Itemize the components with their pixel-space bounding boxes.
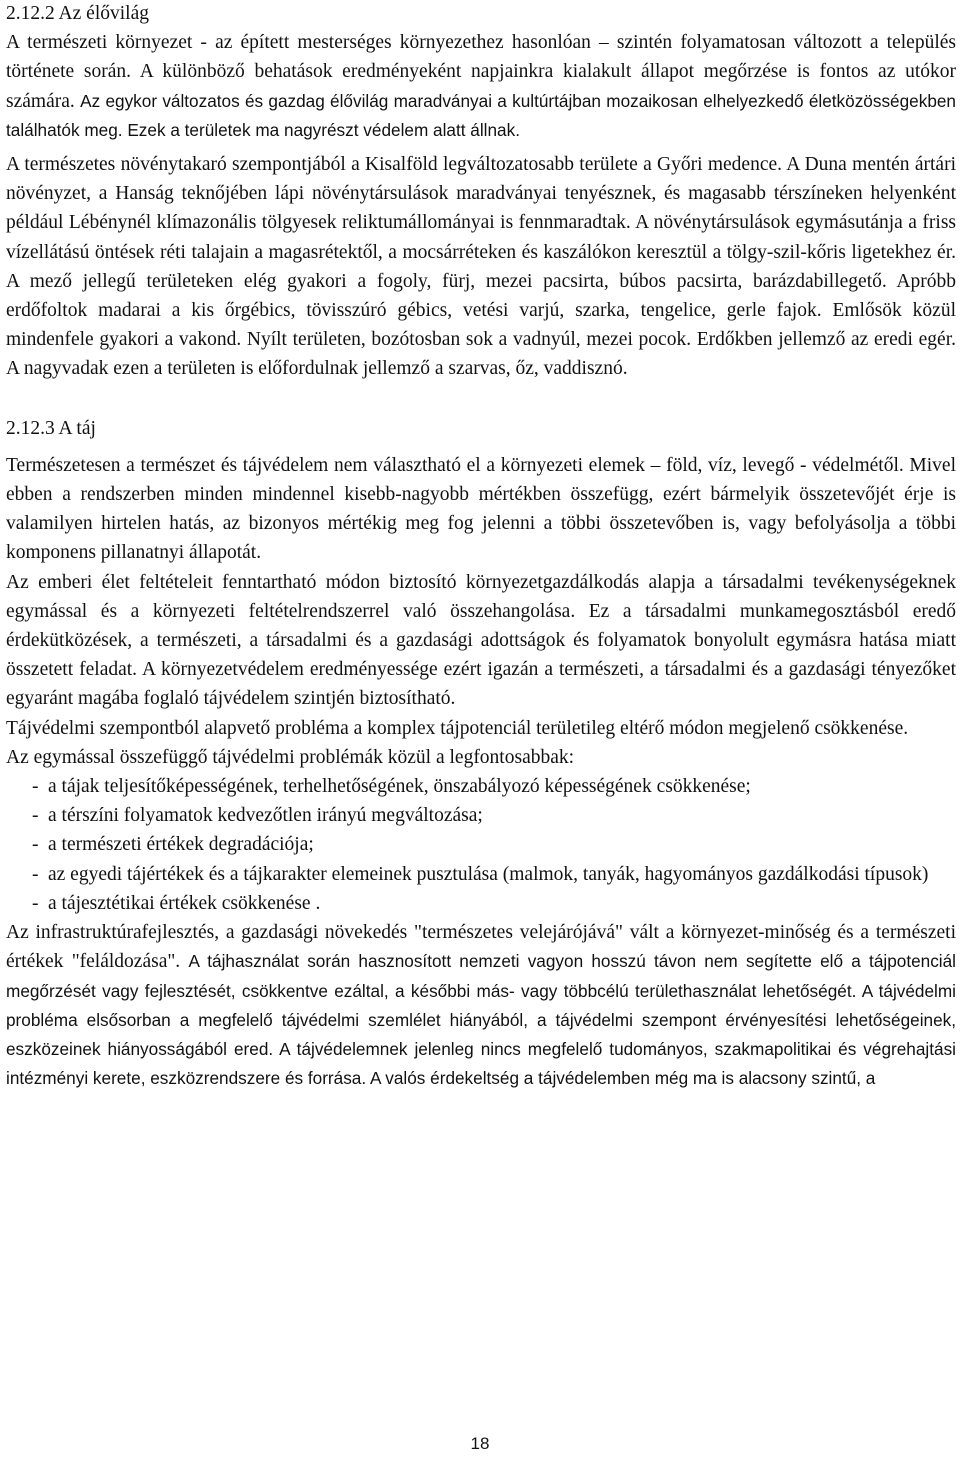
list-dash: - xyxy=(32,834,39,856)
section-heading-taj: 2.12.3 A táj xyxy=(6,417,96,439)
text-run-serif: Természetesen a természet és tájvédelem nem választható el a környezeti elemek – föld, víz, levegő - védelmétől. Mivel ebben a rendszerben minden mindennel kisebb-nagyobb mértékben összefügg, ezért bármelyik összetevőjét érje is valamilyen hirtelen hatás, az bizonyos mértékig meg fog jelenni a többi összetevőben is, vagy befolyásolja a többi komponens pillanatnyi állapotát. xyxy=(6,454,956,564)
section-heading-elovilag: 2.12.2 Az élővilág xyxy=(6,3,149,24)
list-dash: - xyxy=(32,892,39,914)
list-item-text: a térszíni folyamatok kedvezőtlen irányú megváltozása; xyxy=(48,805,483,827)
list-item-text: az egyedi tájértékek és a tájkarakter elemeinek pusztulása (malmok, tanyák, hagyományos gazdálkodási típusok) xyxy=(48,863,929,885)
paragraph-kornyezetgazdalkodas xyxy=(6,568,956,714)
list-item xyxy=(6,772,956,801)
list-dash: - xyxy=(32,805,39,827)
paragraph-novenytakaro xyxy=(6,150,956,384)
list-dash: - xyxy=(32,776,39,798)
paragraph-termeszetvedelem xyxy=(6,451,956,568)
text-run-serif: A természetes növénytakaró szempontjából a Kisalföld legváltozatosabb területe a Győri medence. A Duna mentén ártári növényzet, a Hanság teknőjében lápi növénytársulások maradványai tenyésznek, és magasabb térszíneken helyenként például Lébénynél klímazonális tölgyesek reliktumállományai is fennmaradtak. A növénytársulások egymásutánja a friss vízellátású öntések réti talajain a magasrétektől, a mocsárréteken és kaszálókon keresztül a tölgy-szil-kőris ligetekhez ér. A mező jellegű területeken elég gyakori a fogoly, fürj, mezei pacsirta, búbos pacsirta, barázdabillegető. Apróbb erdőfoltok madarai a kis őrgébics, tövisszúró gébics, vetési varjú, szarka, tengelice, gerle fajok. Emlősök közül mindenfele gyakori a vakond. Nyílt területen, bozótosban sok a vadnyúl, mezei pocok. Erdőkben jellemző az eredi egér. A nagyvadak ezen a területen is előfordulnak jellemző a szarvas, őz, vaddisznó. xyxy=(6,154,956,380)
paragraph-infrastruktura xyxy=(6,918,956,1093)
document-page xyxy=(6,0,956,1093)
text-run-serif: Tájvédelmi szempontból alapvető probléma a komplex tájpotenciál területileg eltérő módon megjelenő csökkenése. xyxy=(6,717,909,739)
text-run-sans: A tájhasználat során hasznosított nemzeti vagyon hosszú távon nem segítette elő a tájpotenciál megőrzését vagy fejlesztését, csökkentve ezáltal, a későbbi más- vagy többcélú területhasználat lehetőségét. A tájvédelmi probléma elsősorban a megfelelő tájvédelmi szemlélet hiányából, a tájvédelmi szempont érvényesítési lehetőségeinek, eszközeinek hiányosságából ered. A tájvédelemnek jelenleg nincs megfelelő tudományos, szakmapolitikai és végrehajtási intézményi kerete, eszközrendszere és forrása. A valós érdekeltség a tájvédelemben még ma is alacsony szintű, a xyxy=(6,951,956,1089)
list-item xyxy=(6,889,956,918)
list-dash: - xyxy=(32,863,39,885)
problem-list xyxy=(6,772,956,918)
text-run-serif: Az emberi élet feltételeit fenntartható módon biztosító környezetgazdálkodás alapja a társadalmi tevékenységeknek egymással és a környezeti feltételrendszerrel való összehangolása. Ez a társadalmi munkamegosztásból eredő érdekütközések, a természeti, a társadalmi és a gazdasági adottságok és folyamatok bonyolult egymásra hatása miatt összetett feladat. A környezetvédelem eredményessége ezért igazán a természeti, a társadalmi és a gazdasági tényezőket egyaránt magába foglaló tájvédelem szintjén biztosítható. xyxy=(6,571,956,710)
paragraph-elovilag-intro xyxy=(6,28,956,145)
list-item xyxy=(6,860,956,889)
list-item-text: a természeti értékek degradációja; xyxy=(48,834,314,856)
text-run-serif: A természeti környezet - az épített mesterséges környezethez hasonlóan – szintén folyamatosan változott a település története során. A különböző behatások eredményeként napjainkra kialakult állapot megőrzése is fontos az utókor számára. xyxy=(6,32,956,112)
list-item-text: a tájesztétikai értékek csökkenése . xyxy=(48,892,321,914)
list-intro: Az egymással összefüggő tájvédelmi problémák közül a legfontosabbak: xyxy=(6,746,575,768)
paragraph-tajpotencial xyxy=(6,714,956,743)
page-number: 18 xyxy=(470,1434,490,1453)
text-run-sans: Az egykor változatos és gazdag élővilág maradványai a kultúrtájban mozaikosan elhelyezkedő életközösségekben találhatók meg. Ezek a területek ma nagyrészt védelem alatt állnak. xyxy=(6,90,956,140)
list-item-text: a tájak teljesítőképességének, terhelhetőségének, önszabályozó képességének csökkenése; xyxy=(48,776,751,798)
list-item xyxy=(6,830,956,859)
list-item xyxy=(6,801,956,830)
text-run-serif: Az infrastruktúrafejlesztés, a gazdasági növekedés "természetes velejárójává" vált a környezet-minőség és a természeti értékek "feláldozása". xyxy=(6,922,956,973)
